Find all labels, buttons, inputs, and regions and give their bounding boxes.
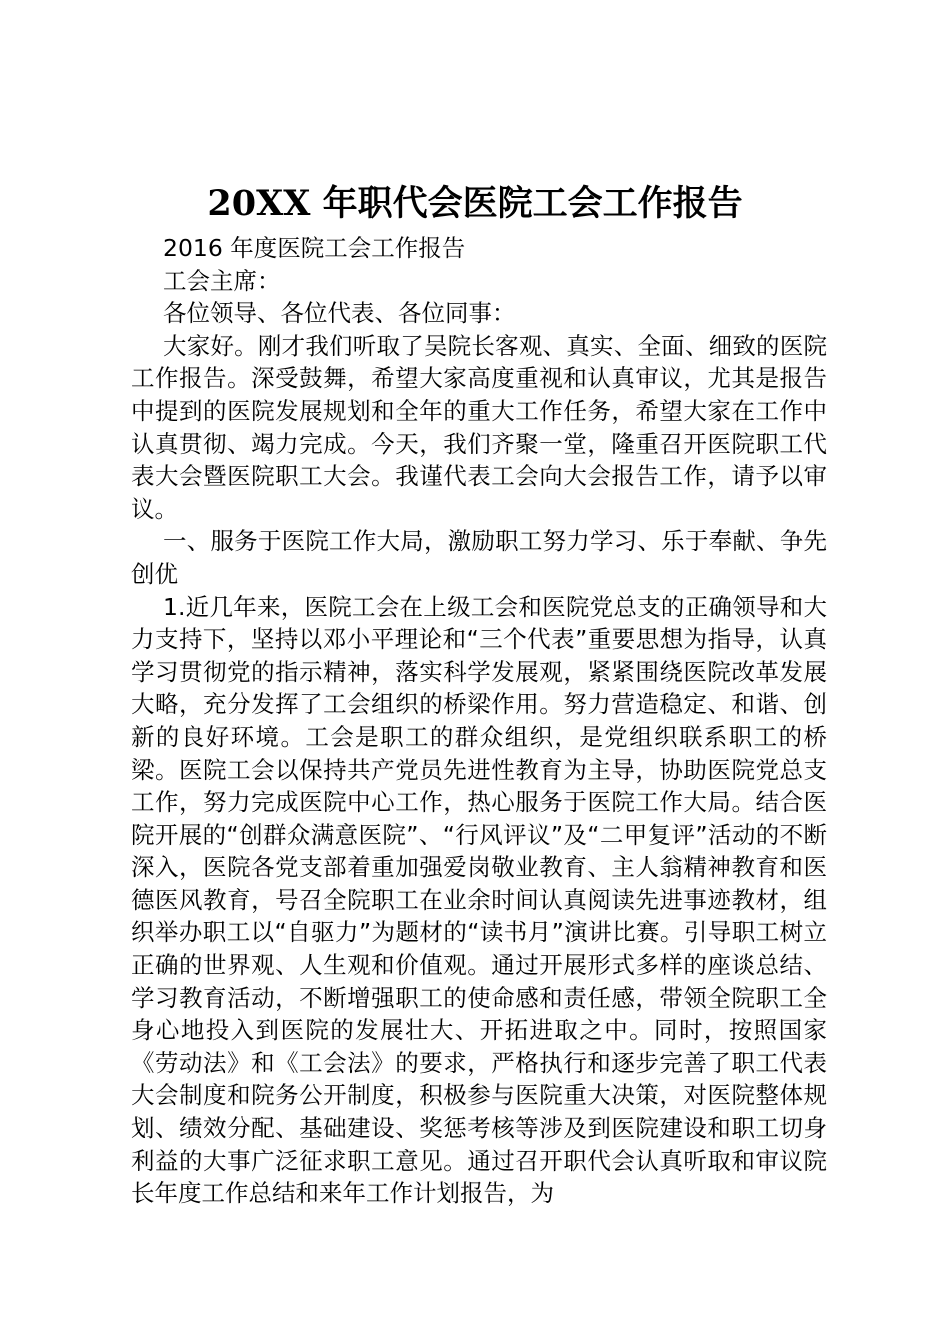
paragraph-section-1-item-1: 1.近几年来，医院工会在上级工会和医院党总支的正确领导和大力支持下，坚持以邓小平理论和“三个代表”重要思想为指导，认真学习贯彻党的指示精神，落实科学发展观，紧紧围绕医院改革发展大略，充分发挥了工会组织的桥梁作用。努力营造稳定、和谐、创新的良好环境。工会是职工的群众组织，是党组织联系职工的桥梁。医院工会以保持共产党员先进性教育为主导，协助医院党总支工作，努力完成医院中心工作，热心服务于医院工作大局。结合医院开展的“创群众满意医院”、“行风评议”及“二甲复评”活动的不断深入，医院各党支部着重加强爱岗敬业教育、主人翁精神教育和医德医风教育，号召全院职工在业余时间认真阅读先进事迹教材，组织举办职工以“自驱力”为题材的“读书月”演讲比赛。引导职工树立正确的世界观、人生观和价值观。通过开展形式多样的座谈总结、学习教育活动，不断增强职工的使命感和责任感，带领全院职工全身心地投入到医院的发展壮大、开拓进取之中。同时，按照国家《劳动法》和《工会法》的要求，严格执行和逐步完善了职工代表大会制度和院务公开制度，积极参与医院重大决策，对医院整体规划、绩效分配、基础建设、奖惩考核等涉及到医院建设和职工切身利益的大事广泛征求职工意见。通过召开职代会认真听取和审议院长年度工作总结和来年工作计划报告，为: [131, 592, 827, 1208]
document-title: 20XX 年职代会医院工会工作报告: [207, 183, 743, 224]
section-heading-1: 一、服务于医院工作大局，激励职工努力学习、乐于奉献、争先创优: [131, 527, 827, 588]
report-subtitle: 2016 年度医院工会工作报告: [163, 234, 466, 262]
salutation: 各位领导、各位代表、各位同事：: [163, 299, 516, 328]
document-body: [131, 232, 827, 1210]
paragraph-opening: 大家好。刚才我们听取了吴院长客观、真实、全面、细致的医院工作报告。深受鼓舞，希望大家高度重视和认真审议，尤其是报告中提到的医院发展规划和全年的重大工作任务，希望大家在工作中认真贯彻、竭力完成。今天，我们齐聚一堂，隆重召开医院职工代表大会暨医院职工大会。我谨代表工会向大会报告工作，请予以审议。: [131, 331, 827, 523]
chairman-line: 工会主席：: [163, 266, 281, 295]
